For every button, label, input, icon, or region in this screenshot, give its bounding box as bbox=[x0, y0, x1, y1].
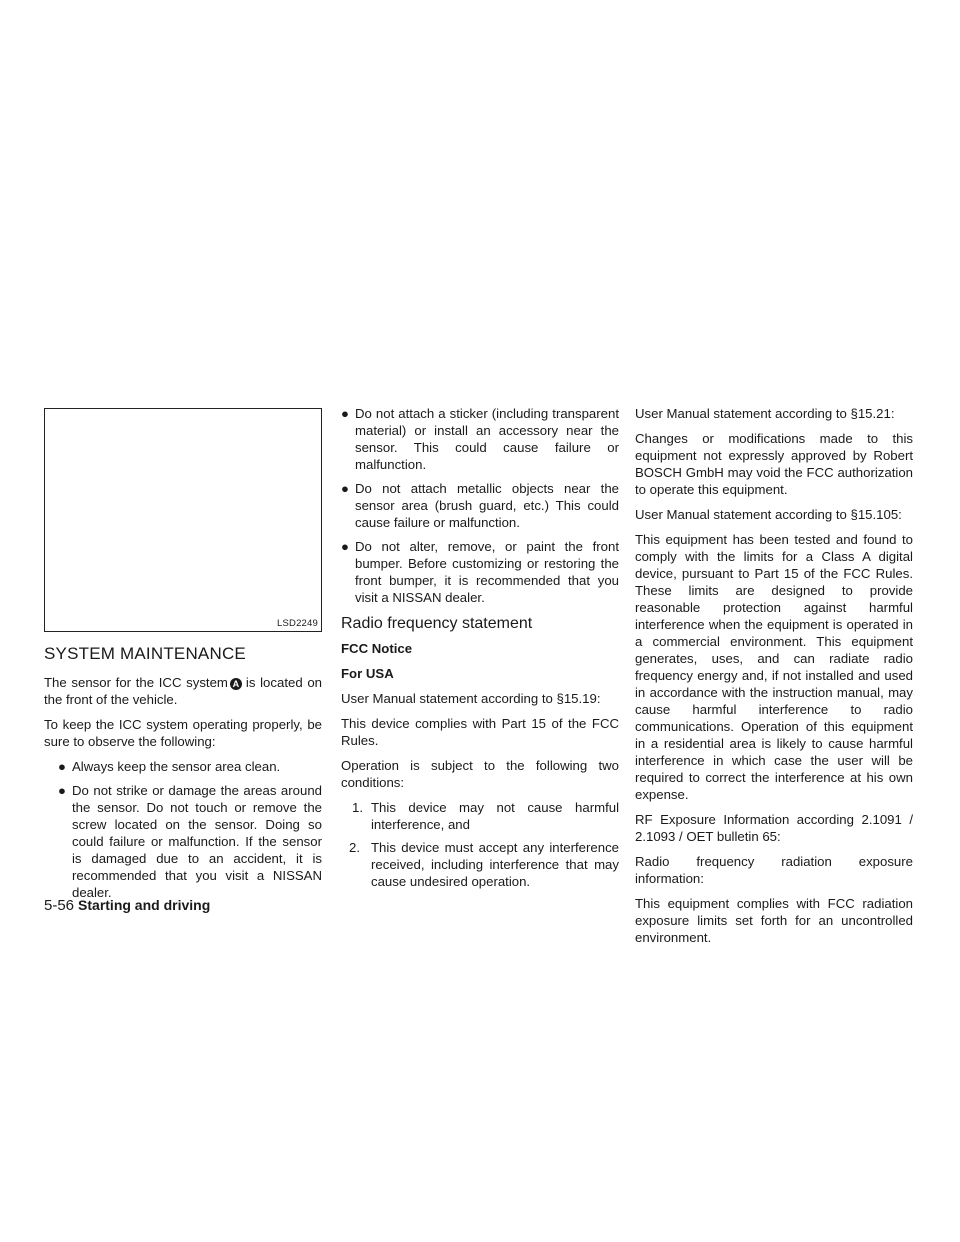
list-item: ● Always keep the sensor area clean. bbox=[58, 759, 281, 774]
conditions-list bbox=[341, 799, 619, 890]
paragraph: User Manual statement according to §15.105: bbox=[635, 507, 902, 522]
bullet-icon: ● bbox=[58, 759, 66, 774]
list-item: 2. This device must accept any interference received, including interference that may cause undesired operation. bbox=[349, 840, 619, 889]
list-item: ● Do not attach a sticker (including transparent material) or install an accessory near the sensor. This could cause failure or malfunction. bbox=[341, 406, 619, 472]
for-usa-heading: For USA bbox=[341, 666, 394, 681]
callout-a-icon: A bbox=[230, 678, 242, 690]
figure-code: LSD2249 bbox=[276, 618, 318, 629]
list-item: ● Do not strike or damage the areas around the sensor. Do not touch or remove the screw located on the sensor. Doing so could failure or malfunction. If the sensor is damaged due to an accident, it is recommended that you visit a NISSAN dealer. bbox=[58, 783, 322, 900]
bullet-icon: ● bbox=[341, 481, 349, 496]
paragraph: Operation is subject to the following two conditions: bbox=[341, 758, 619, 790]
paragraph: User Manual statement according to §15.21: bbox=[635, 406, 895, 421]
bullet-icon: ● bbox=[341, 539, 349, 554]
paragraph: This device complies with Part 15 of the FCC Rules. bbox=[341, 716, 619, 748]
page-number: 5-56 bbox=[44, 897, 75, 914]
paragraph: User Manual statement according to §15.19: bbox=[341, 691, 601, 706]
maintenance-bullets-col2 bbox=[341, 405, 619, 606]
sensor-figure bbox=[44, 408, 322, 632]
bullet-icon: ● bbox=[341, 406, 349, 421]
paragraph: This equipment has been tested and found to comply with the limits for a Class A digital device, pursuant to Part 15 of the FCC Rules. These limits are designed to provide reasonable protection against harmful interference when the equipment is operated in a commercial environment. This equipment generates, uses, and can radiate radio frequency energy and, if not installed and used in accordance with the instruction manual, may cause harmful interference to radio communications. Operation of this equipment in a residential area is likely to cause harmful interference in which case the user will be required to correct the interference at his own expense. bbox=[635, 532, 913, 802]
section-title-system-maintenance: SYSTEM MAINTENANCE bbox=[44, 644, 246, 663]
maintenance-lead: To keep the ICC system operating properly, be sure to observe the following: bbox=[44, 717, 322, 749]
maintenance-bullets-col1 bbox=[44, 758, 322, 901]
paragraph: RF Exposure Information according 2.1091 / 2.1093 / OET bulletin 65: bbox=[635, 812, 913, 844]
paragraph: This equipment complies with FCC radiation exposure limits set forth for an uncontrolled environment. bbox=[635, 896, 913, 945]
bullet-icon: ● bbox=[58, 783, 66, 798]
maintenance-intro: The sensor for the ICC system A is located on the front of the vehicle. bbox=[44, 675, 323, 707]
list-item: ● Do not alter, remove, or paint the front bumper. Before customizing or restoring the front bumper, it is recommended that you visit a NISSAN dealer. bbox=[341, 539, 619, 605]
list-item: 1. This device may not cause harmful interference, and bbox=[352, 800, 619, 832]
fcc-notice-heading: FCC Notice bbox=[341, 641, 413, 656]
column-middle bbox=[341, 405, 619, 898]
paragraph: Radio frequency radiation exposure information: bbox=[635, 854, 913, 886]
paragraph: Changes or modifications made to this equipment not expressly approved by Robert BOSCH GmbH may void the FCC authorization to operate this equipment. bbox=[635, 431, 913, 497]
list-item: ● Do not attach metallic objects near the sensor area (brush guard, etc.) This could cause failure or malfunction. bbox=[341, 481, 619, 530]
column-right bbox=[635, 405, 913, 954]
chapter-title: Starting and driving bbox=[78, 897, 211, 913]
section-title-radio-frequency: Radio frequency statement bbox=[341, 615, 533, 632]
page-footer bbox=[44, 896, 210, 915]
column-left bbox=[44, 405, 322, 909]
